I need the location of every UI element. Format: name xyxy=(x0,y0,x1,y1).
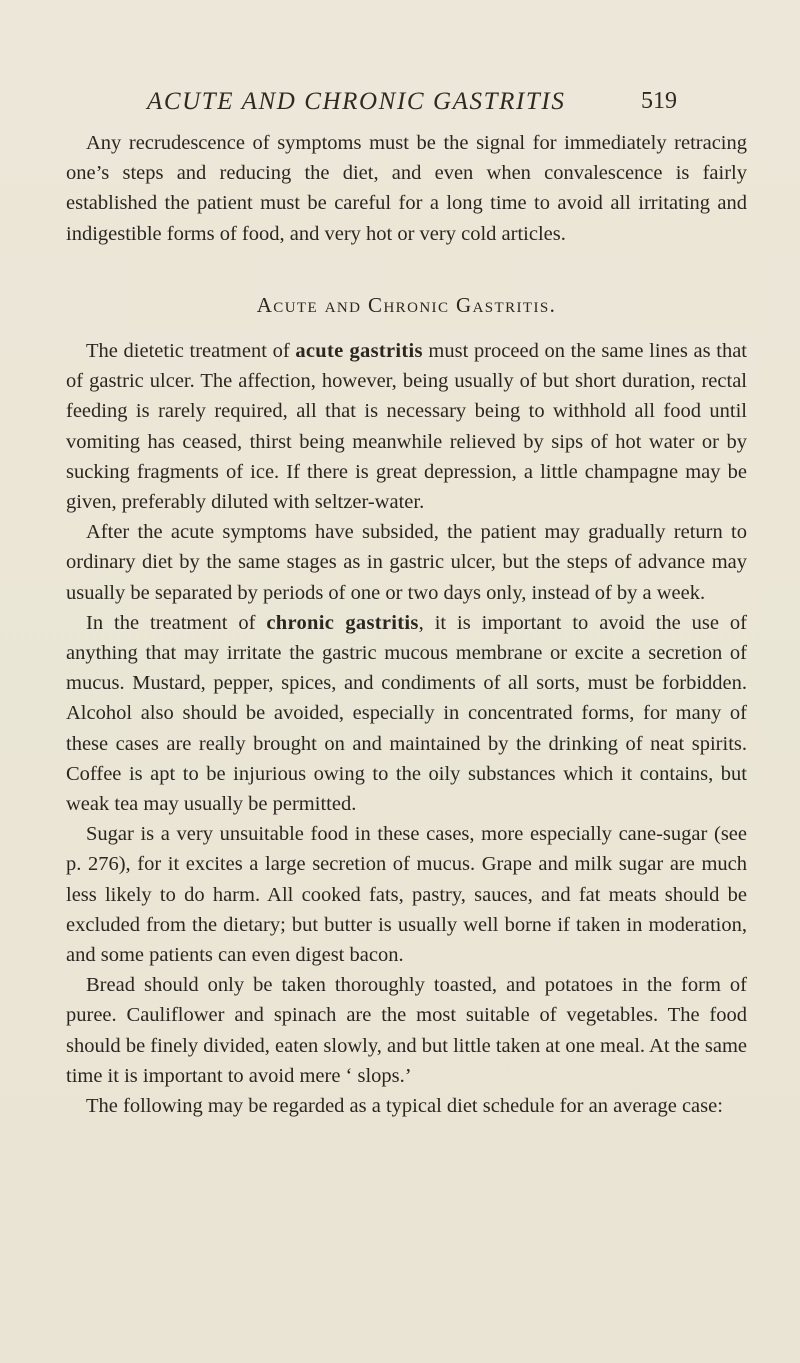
body-text xyxy=(66,128,747,1121)
section-heading: Acute and Chronic Gastritis. xyxy=(256,292,557,317)
paragraph-diet-schedule: The following may be regarded as a typical diet schedule for an average case: xyxy=(86,1095,723,1118)
paragraph-lead: The dietetic treatment of xyxy=(86,340,296,363)
intro-paragraph: Any recrudescence of symptoms must be the signal for immediately retracing one’s steps and reducing the diet, and even when convalescence is fairly established the patient must be careful for a long time to avoid all irritating and indigestible forms of food, and very hot or very cold articles. xyxy=(66,132,747,245)
paragraph-acute-gastritis xyxy=(66,336,747,517)
paragraph-sugar: Sugar is a very unsuitable food in these cases, more especially cane-sugar (see p. 276), for it excites a large secretion of mucus. Grape and milk sugar are much less likely to do harm. All cooked fats, pastry, sauces, and fat meats should be excluded from the dietary; but butter is usually well borne if taken in moderation, and some patients can even digest bacon. xyxy=(66,823,747,967)
paragraph-rest: , it is important to avoid the use of anything that may irritate the gastric mucous membrane or excite a secretion of mucus. Mustard, pepper, spices, and condiments of all sorts, must be forbidden. Alcohol also should be avoided, especially in concentrated forms, for many of these cases are really brought on and maintained by the drinking of neat spirits. Coffee is apt to be injurious owing to the oily substances which it contains, but weak tea may usually be permitted. xyxy=(66,611,747,816)
emphasis-acute-gastritis: acute gastritis xyxy=(295,340,423,363)
paragraph-bread: Bread should only be taken thoroughly toasted, and potatoes in the form of puree. Cauliflower and spinach are the most suitable of vegetables. The food should be finely divided, eaten slowly, and but little taken at one meal. At the same time it is important to avoid mere ‘ slops.’ xyxy=(66,974,747,1087)
paragraph-lead: In the treatment of xyxy=(86,611,267,634)
emphasis-chronic-gastritis: chronic gastritis xyxy=(266,611,419,634)
running-head xyxy=(0,88,800,120)
paragraph-chronic-gastritis xyxy=(66,608,747,819)
paragraph-rest: must proceed on the same lines as that of gastric ulcer. The affection, however, being usually of but short duration, rectal feeding is rarely required, all that is necessary being to withhold all food until vomiting has ceased, thirst being meanwhile relieved by sips of hot water or by sucking fragments of ice. If there is great depression, a little champagne may be given, preferably diluted with seltzer-water. xyxy=(66,340,747,514)
paragraph-after-acute: After the acute symptoms have subsided, the patient may gradually return to ordinary diet by the same stages as in gastric ulcer, but the steps of advance may usually be separated by periods of one or two days only, instead of by a week. xyxy=(66,521,747,604)
page-number: 519 xyxy=(641,88,677,114)
running-head-title: ACUTE AND CHRONIC GASTRITIS xyxy=(147,88,566,115)
